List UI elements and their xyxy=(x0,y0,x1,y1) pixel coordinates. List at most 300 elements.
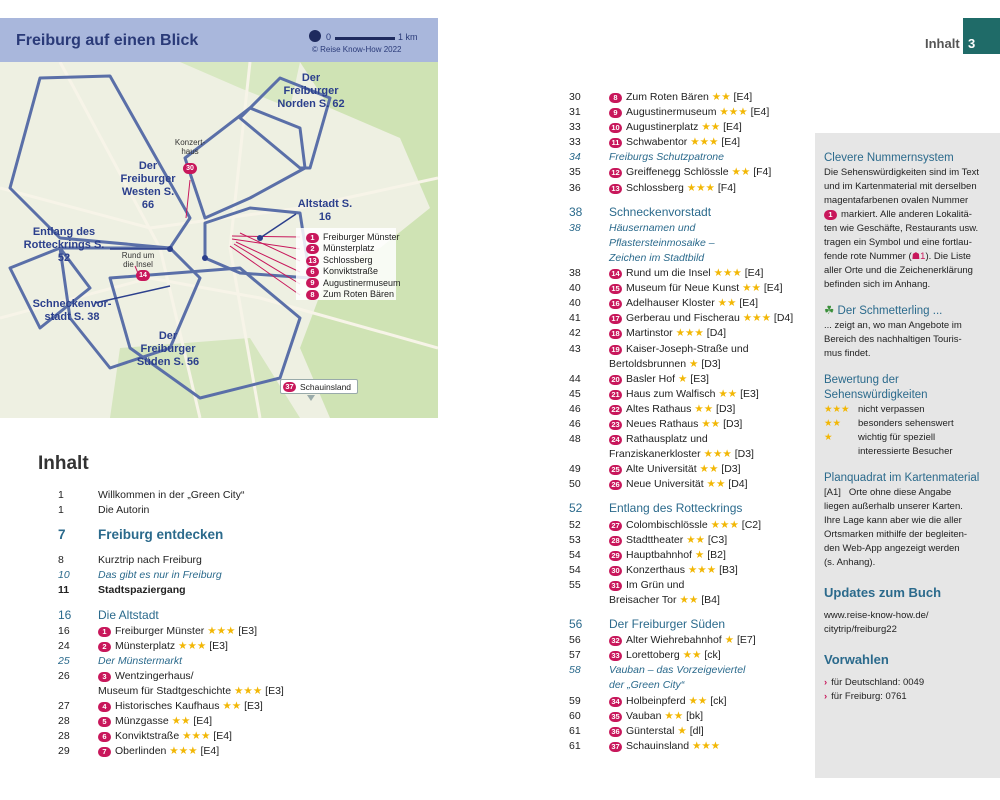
rating-stars-icon: ★★ xyxy=(711,91,731,103)
toc-entry-text: Vauban – das Vorzeigeviertel xyxy=(609,664,746,677)
grid-text-3: Ihre Lage kann aber wie die aller xyxy=(824,515,962,526)
grid-reference: [E4] xyxy=(744,267,764,280)
poi-name: Konviktstraße xyxy=(323,266,379,277)
toc-entry-text: Die Altstadt xyxy=(98,607,159,622)
grid-reference: [E4] xyxy=(750,106,770,119)
toc-entry-text: Der Münstermarkt xyxy=(98,654,183,667)
toc-page-number: 7 xyxy=(58,527,66,543)
map-poi xyxy=(306,278,401,289)
map-poi xyxy=(306,232,401,243)
toc-entry-text: Gerberau und Fischerau xyxy=(626,312,740,325)
rating-stars-icon: ★★★ xyxy=(713,267,742,280)
red-pin-icon: ☗1 xyxy=(911,251,926,262)
toc-entry[interactable] xyxy=(569,678,793,693)
toc-entry-text: Zeichen im Stadtbild xyxy=(609,251,705,264)
toc-entry[interactable] xyxy=(58,684,284,699)
sight-number-badge: 29 xyxy=(609,551,622,561)
toc-entry-text: Bertoldsbrunnen xyxy=(609,357,687,370)
toc-entry[interactable] xyxy=(569,326,793,341)
toc-entry[interactable] xyxy=(569,617,793,633)
district-label-norden: Der Freiburger Norden S. 62 xyxy=(277,72,345,110)
toc-spacer xyxy=(58,599,284,608)
toc-entry[interactable] xyxy=(569,221,793,236)
sight-number-badge: 23 xyxy=(609,420,622,430)
grid-reference: [E4] xyxy=(763,282,783,295)
toc-entry-text: Schwabentor xyxy=(626,136,688,149)
rating-stars-icon: ★★ xyxy=(701,417,721,430)
numbering-text-5: ten wie Geschäfte, Restaurants usw. xyxy=(824,223,979,234)
sight-number-badge: 33 xyxy=(609,651,622,661)
toc-entry-text: Adelhauser Kloster xyxy=(626,297,715,310)
toc-entry-text: Vauban xyxy=(626,709,662,722)
toc-entry[interactable] xyxy=(569,311,793,326)
sight-number-badge: 15 xyxy=(609,284,622,294)
district-label-altstadt: Altstadt S. 16 xyxy=(297,198,353,223)
map-title: Freiburg auf einen Blick xyxy=(16,32,199,49)
grid-reference: [D3] xyxy=(721,463,741,476)
toc-page-number: 38 xyxy=(569,204,583,219)
grid-text-2: liegen außerhalb unserer Karten. xyxy=(824,501,963,512)
rating-stars-icon: ★ xyxy=(724,634,735,647)
toc-page-number: 36 xyxy=(569,181,581,194)
toc-entry[interactable] xyxy=(569,402,793,417)
toc-entry[interactable] xyxy=(569,501,793,517)
toc-entry[interactable] xyxy=(569,709,793,724)
grid-reference: [D3] xyxy=(716,402,736,415)
toc-page-number: 49 xyxy=(569,463,581,476)
toc-entry-text: Das gibt es nur in Freiburg xyxy=(98,569,222,582)
grid-reference: [E3] xyxy=(244,700,263,713)
grid-reference: [dl] xyxy=(689,724,704,737)
three-star-icon: ★★★ xyxy=(824,404,850,415)
rating-stars-icon: ★★ xyxy=(171,715,191,728)
toc-entry[interactable] xyxy=(569,477,793,492)
sight-number-badge: 22 xyxy=(609,405,622,415)
toc-entry[interactable] xyxy=(569,417,793,432)
poi-number: 13 xyxy=(306,256,319,266)
toc-entry[interactable] xyxy=(569,432,793,447)
toc-entry-text: Freiburgs Schutzpatrone xyxy=(609,151,724,164)
map-header xyxy=(0,18,438,62)
toc-page-number: 40 xyxy=(569,282,581,295)
grid-reference: [B3] xyxy=(719,563,738,576)
grid-reference: [E4] xyxy=(723,121,742,134)
rating-stars-icon: ★ xyxy=(694,548,705,561)
toc-page-number: 50 xyxy=(569,478,581,491)
toc-page-number xyxy=(569,251,609,266)
dial-title: Vorwahlen xyxy=(824,652,889,667)
toc-entry-text: Konviktstraße xyxy=(115,730,180,743)
toc-entry-text: Münsterplatz xyxy=(115,639,176,652)
map-poi xyxy=(306,289,401,300)
rating-row-1 xyxy=(824,431,996,445)
toc-page-number: 52 xyxy=(569,501,583,516)
sight-number-badge: 36 xyxy=(609,727,622,737)
grid-reference: [C2] xyxy=(741,518,762,531)
sight-number-badge: 32 xyxy=(609,636,622,646)
rating-stars-icon: ★★★ xyxy=(178,639,207,652)
toc-entry[interactable] xyxy=(569,533,793,548)
toc-page-number: 27 xyxy=(58,700,70,713)
sight-number-badge: 31 xyxy=(609,581,622,591)
toc-entry-text: Häusernamen und xyxy=(609,221,696,234)
rating-stars-icon: ★★★ xyxy=(687,563,717,576)
toc-page-number: 25 xyxy=(58,654,70,667)
rating-stars-icon: ★★★ xyxy=(234,685,263,698)
konzerthaus-marker: 30 xyxy=(183,163,197,174)
insel-marker: 14 xyxy=(136,270,150,281)
toc-entry-text: Hauptbahnhof xyxy=(626,548,692,561)
toc-entry[interactable] xyxy=(569,251,793,266)
sample-number-badge: 1 xyxy=(824,210,837,220)
toc-entry[interactable] xyxy=(58,553,284,568)
toc-entry-text: Martinstor xyxy=(626,327,673,340)
rating-title-1: Bewertung der xyxy=(824,374,899,386)
toc-entry-text: Neue Universität xyxy=(626,478,704,491)
toc-entry[interactable] xyxy=(569,90,793,105)
toc-entry-text: Im Grün und xyxy=(626,578,685,591)
map-poi xyxy=(306,255,401,266)
toc-entry[interactable] xyxy=(569,357,793,372)
toc-entry[interactable] xyxy=(569,739,793,754)
poi-number: 9 xyxy=(306,278,319,288)
numbering-text-9: befinden sich im Anhang. xyxy=(824,279,931,290)
toc-entry[interactable] xyxy=(569,648,793,663)
toc-entry-text: Rathausplatz und xyxy=(626,433,708,446)
toc-entry-text: Museum für Stadtgeschichte xyxy=(98,685,232,698)
toc-page-number: 26 xyxy=(58,669,70,682)
toc-entry[interactable] xyxy=(569,120,793,135)
sight-number-badge: 25 xyxy=(609,465,622,475)
grid-reference: [E7] xyxy=(737,634,756,647)
grid-reference: [D3] xyxy=(734,448,754,461)
one-star-icon: ★ xyxy=(824,432,833,443)
sight-number-badge: 9 xyxy=(609,108,622,118)
toc-page-number: 56 xyxy=(569,634,581,647)
map-graphic xyxy=(0,18,438,418)
sight-number-badge: 12 xyxy=(609,168,622,178)
grid-text-1: Orte ohne diese Angabe xyxy=(848,487,952,498)
map-poi-list xyxy=(306,232,401,300)
page-header-title: Inhalt xyxy=(925,36,960,51)
grid-reference: [D4] xyxy=(706,327,727,340)
grid-reference: [ck] xyxy=(710,694,727,707)
north-arrow-icon xyxy=(309,30,321,42)
toc-entry[interactable] xyxy=(569,205,793,221)
sight-number-badge: 4 xyxy=(98,702,111,712)
toc-entry[interactable] xyxy=(569,135,793,150)
dial-row-2 xyxy=(824,690,996,704)
toc-page-number: 61 xyxy=(569,739,581,752)
toc-entry[interactable] xyxy=(58,624,284,639)
toc-entry-text: Neues Rathaus xyxy=(626,417,699,430)
toc-entry[interactable] xyxy=(569,548,793,563)
toc-entry[interactable] xyxy=(569,447,793,462)
grid-text-5: den Web-App angezeigt werden xyxy=(824,543,960,554)
butterfly-text-1: ... zeigt an, wo man Angebote im xyxy=(824,320,962,331)
toc-entry-text: Altes Rathaus xyxy=(626,402,692,415)
poi-number: 8 xyxy=(306,290,319,300)
toc-heading: Inhalt xyxy=(38,453,89,474)
toc-entry-text: Zum Roten Bären xyxy=(626,91,709,103)
sight-number-badge: 37 xyxy=(609,742,622,752)
butterfly-title-row xyxy=(824,304,996,319)
toc-entry[interactable] xyxy=(569,342,793,357)
sight-number-badge: 1 xyxy=(98,627,111,637)
toc-entry[interactable] xyxy=(58,699,284,714)
rating-stars-icon: ★★★ xyxy=(169,745,198,758)
grid-reference: [B4] xyxy=(701,594,720,606)
toc-page-number: 1 xyxy=(58,489,64,501)
toc-page-number: 28 xyxy=(58,715,70,728)
grid-reference: [F4] xyxy=(753,166,772,179)
toc-entry[interactable] xyxy=(58,608,284,624)
toc-entry-text: Günterstal xyxy=(626,724,675,737)
scale-label-end: 1 km xyxy=(398,32,418,42)
dial-text-2: für Freiburg: 0761 xyxy=(831,691,907,702)
rating-stars-icon: ★ xyxy=(677,724,687,737)
rating-row-3 xyxy=(824,403,996,417)
chevron-right-icon: › xyxy=(824,677,828,688)
sight-number-badge: 21 xyxy=(609,390,622,400)
sight-number-badge: 26 xyxy=(609,480,622,490)
map-credit: © Reise Know-How 2022 xyxy=(312,45,402,54)
toc-entry-text: der „Green City“ xyxy=(609,679,685,692)
toc-entry[interactable] xyxy=(569,372,793,387)
page-number-tab xyxy=(963,18,1000,54)
toc-entry[interactable] xyxy=(569,563,793,578)
toc-entry[interactable] xyxy=(569,462,793,477)
toc-entry[interactable] xyxy=(569,105,793,120)
overview-map xyxy=(0,18,438,418)
toc-page-number: 35 xyxy=(569,166,581,179)
rating-stars-icon: ★★★ xyxy=(207,624,236,637)
butterfly-text-2: Bereich des nachhaltigen Touris- xyxy=(824,334,962,345)
butterfly-title: Der Schmetterling ... xyxy=(837,305,943,317)
rating-stars-icon: ★★★ xyxy=(742,312,771,325)
konzerthaus-label: Konzert- haus xyxy=(174,138,206,156)
dial-row-1 xyxy=(824,676,996,690)
toc-entry[interactable] xyxy=(569,387,793,402)
rating-stars-icon: ★★★ xyxy=(719,106,748,119)
toc-entry[interactable] xyxy=(58,654,284,669)
sight-number-badge: 28 xyxy=(609,536,622,546)
two-star-icon: ★★ xyxy=(824,418,842,429)
toc-page-number: 46 xyxy=(569,417,581,430)
rating-2-text: besonders sehenswert xyxy=(858,418,954,429)
toc-entry[interactable] xyxy=(58,729,284,744)
updates-title: Updates zum Buch xyxy=(824,585,942,600)
toc-entry-text: Holbeinpferd xyxy=(626,694,686,707)
rating-stars-icon: ★★★ xyxy=(690,136,719,149)
info-box xyxy=(815,133,1000,778)
toc-entry-text: Rund um die Insel xyxy=(626,267,711,280)
toc-entry[interactable] xyxy=(569,724,793,739)
rating-stars-icon: ★★ xyxy=(731,166,751,179)
toc-entry-text: Lorettoberg xyxy=(626,649,680,662)
grid-text-6: (s. Anhang). xyxy=(824,557,876,568)
toc-entry-text: Freiburg entdecken xyxy=(98,527,224,543)
toc-entry[interactable] xyxy=(569,266,793,281)
toc-entry[interactable] xyxy=(58,488,284,503)
poi-name: Münsterplatz xyxy=(323,243,375,254)
toc-entry[interactable] xyxy=(58,583,284,598)
sight-number-badge: 8 xyxy=(609,93,622,103)
rating-1-text-a: wichtig für speziell xyxy=(858,432,936,443)
rating-stars-icon: ★★ xyxy=(688,694,708,707)
toc-entry-text: Haus zum Walfisch xyxy=(626,387,716,400)
grid-reference: [B2] xyxy=(707,548,726,561)
toc-page-number: 11 xyxy=(58,584,70,597)
rating-stars-icon: ★★ xyxy=(701,121,721,134)
sight-number-badge: 17 xyxy=(609,314,622,324)
toc-entry-text: Basler Hof xyxy=(626,372,676,385)
toc-entry[interactable] xyxy=(569,663,793,678)
toc-entry[interactable] xyxy=(569,296,793,311)
toc-entry-text: Franziskanerkloster xyxy=(609,448,701,461)
toc-entry-text: Oberlinden xyxy=(115,745,167,758)
toc-page-number: 59 xyxy=(569,694,581,707)
toc-middle-column xyxy=(569,90,793,754)
sight-number-badge: 6 xyxy=(98,732,111,742)
sight-number-badge: 16 xyxy=(609,299,622,309)
grid-reference: [E4] xyxy=(721,136,741,149)
grid-reference: [E4] xyxy=(200,745,220,758)
district-label-schneckenvorstadt: Schneckenvor- stadt S. 38 xyxy=(32,298,112,323)
updates-link-2[interactable]: citytrip/freiburg22 xyxy=(824,624,897,635)
toc-spacer xyxy=(569,196,793,205)
rating-stars-icon: ★★ xyxy=(694,402,714,415)
rating-stars-icon: ★★★ xyxy=(686,181,715,194)
schauinsland-number: 37 xyxy=(283,382,296,392)
numbering-text-4: markiert. Alle anderen Lokalitä- xyxy=(841,209,972,220)
toc-entry-text: Der Freiburger Süden xyxy=(609,617,726,632)
rating-stars-icon: ★★ xyxy=(664,709,684,722)
toc-entry[interactable] xyxy=(569,633,793,648)
toc-entry[interactable] xyxy=(58,744,284,759)
toc-entry-text: Freiburger Münster xyxy=(115,624,205,637)
toc-entry[interactable] xyxy=(58,669,284,684)
toc-entry[interactable] xyxy=(569,150,793,165)
toc-entry[interactable] xyxy=(569,281,793,296)
grid-reference: [E3] xyxy=(740,387,759,400)
toc-entry-text: Münzgasse xyxy=(115,715,169,728)
toc-entry[interactable] xyxy=(569,181,793,196)
numbering-text-3: magentafarbenen ovalen Nummer xyxy=(824,195,969,206)
numbering-text-2: und im Kartenmaterial mit derselben xyxy=(824,181,977,192)
toc-page-number: 1 xyxy=(58,504,64,517)
grid-reference: [E3] xyxy=(690,372,709,385)
toc-entry[interactable] xyxy=(58,639,284,654)
numbering-text-7a: fende rote Nummer ( xyxy=(824,251,912,262)
scale-bar xyxy=(335,37,395,40)
poi-name: Schlossberg xyxy=(323,254,373,265)
grid-title: Planquadrat im Kartenmaterial xyxy=(824,472,980,484)
butterfly-icon: ☘ xyxy=(824,305,835,317)
toc-entry[interactable] xyxy=(569,694,793,709)
sight-number-badge: 18 xyxy=(609,329,622,339)
grid-reference: [E4] xyxy=(213,730,232,743)
toc-entry-text: Alter Wiehrebahnhof xyxy=(626,634,722,647)
poi-name: Augustinermuseum xyxy=(323,277,401,288)
rating-stars-icon: ★★ xyxy=(706,478,726,491)
grid-reference: [ck] xyxy=(704,649,721,662)
toc-entry[interactable] xyxy=(569,593,793,608)
toc-entry[interactable] xyxy=(569,165,793,180)
district-label-sueden: Der Freiburger Süden S. 56 xyxy=(136,330,200,368)
toc-page-number: 46 xyxy=(569,402,581,415)
toc-entry-text: Colombischlössle xyxy=(626,518,708,531)
rating-stars-icon: ★★ xyxy=(742,282,761,295)
rating-stars-icon: ★★ xyxy=(718,387,738,400)
toc-entry[interactable] xyxy=(58,568,284,583)
grid-reference: [E3] xyxy=(238,624,258,637)
toc-entry[interactable] xyxy=(569,518,793,533)
rating-stars-icon: ★ xyxy=(688,357,699,370)
map-poi xyxy=(306,243,401,254)
grid-text-1-row xyxy=(824,486,996,500)
poi-number: 1 xyxy=(306,233,319,243)
sight-number-badge: 13 xyxy=(609,184,622,194)
toc-entry-text: Stadttheater xyxy=(626,533,684,546)
toc-entry[interactable] xyxy=(58,714,284,729)
toc-entry[interactable] xyxy=(58,503,284,518)
toc-page-number: 28 xyxy=(58,730,70,743)
updates-link-1[interactable]: www.reise-know-how.de/ xyxy=(824,610,929,621)
grid-reference: [E4] xyxy=(193,715,213,728)
toc-page-number: 8 xyxy=(58,554,64,567)
scale-label-start: 0 xyxy=(326,32,332,42)
toc-page-number: 16 xyxy=(58,607,72,622)
toc-spacer xyxy=(58,544,284,553)
toc-page-number: 30 xyxy=(569,91,581,103)
grid-reference: [D4] xyxy=(728,478,748,491)
sight-number-badge: 3 xyxy=(98,672,111,682)
toc-spacer xyxy=(569,608,793,617)
grid-reference: [bk] xyxy=(686,709,704,722)
toc-page-number: 52 xyxy=(569,518,581,531)
rating-stars-icon: ★★★ xyxy=(675,327,704,340)
toc-entry-text: Wentzingerhaus/ xyxy=(115,669,194,682)
toc-page-number: 61 xyxy=(569,724,581,737)
sight-number-badge: 10 xyxy=(609,123,622,133)
toc-entry-text: Stadtspaziergang xyxy=(98,584,186,597)
sight-number-badge: 27 xyxy=(609,521,622,531)
toc-page-number: 60 xyxy=(569,709,581,722)
toc-page-number: 53 xyxy=(569,533,581,546)
sight-number-badge: 24 xyxy=(609,435,622,445)
sight-number-badge: 34 xyxy=(609,697,622,707)
toc-entry[interactable] xyxy=(569,578,793,593)
toc-page-number: 10 xyxy=(58,569,70,582)
sight-number-badge: 7 xyxy=(98,747,111,757)
toc-left-column xyxy=(58,488,284,760)
grid-reference: [C3] xyxy=(707,533,728,546)
toc-entry-text: Alte Universität xyxy=(626,463,697,476)
toc-entry-text: Kurztrip nach Freiburg xyxy=(98,554,202,567)
rating-stars-icon: ★★ xyxy=(682,649,702,662)
rating-stars-icon: ★★★ xyxy=(691,739,721,752)
toc-entry[interactable] xyxy=(569,236,793,251)
toc-page-number: 45 xyxy=(569,387,581,400)
toc-page-number: 44 xyxy=(569,372,581,385)
poi-name: Freiburger Münster xyxy=(323,232,400,242)
toc-page-number xyxy=(569,236,609,251)
toc-entry-text: Greiffenegg Schlössle xyxy=(626,166,729,179)
toc-entry-text: Konzerthaus xyxy=(626,563,685,576)
grid-reference: [D3] xyxy=(723,417,743,430)
toc-entry[interactable] xyxy=(58,527,284,544)
